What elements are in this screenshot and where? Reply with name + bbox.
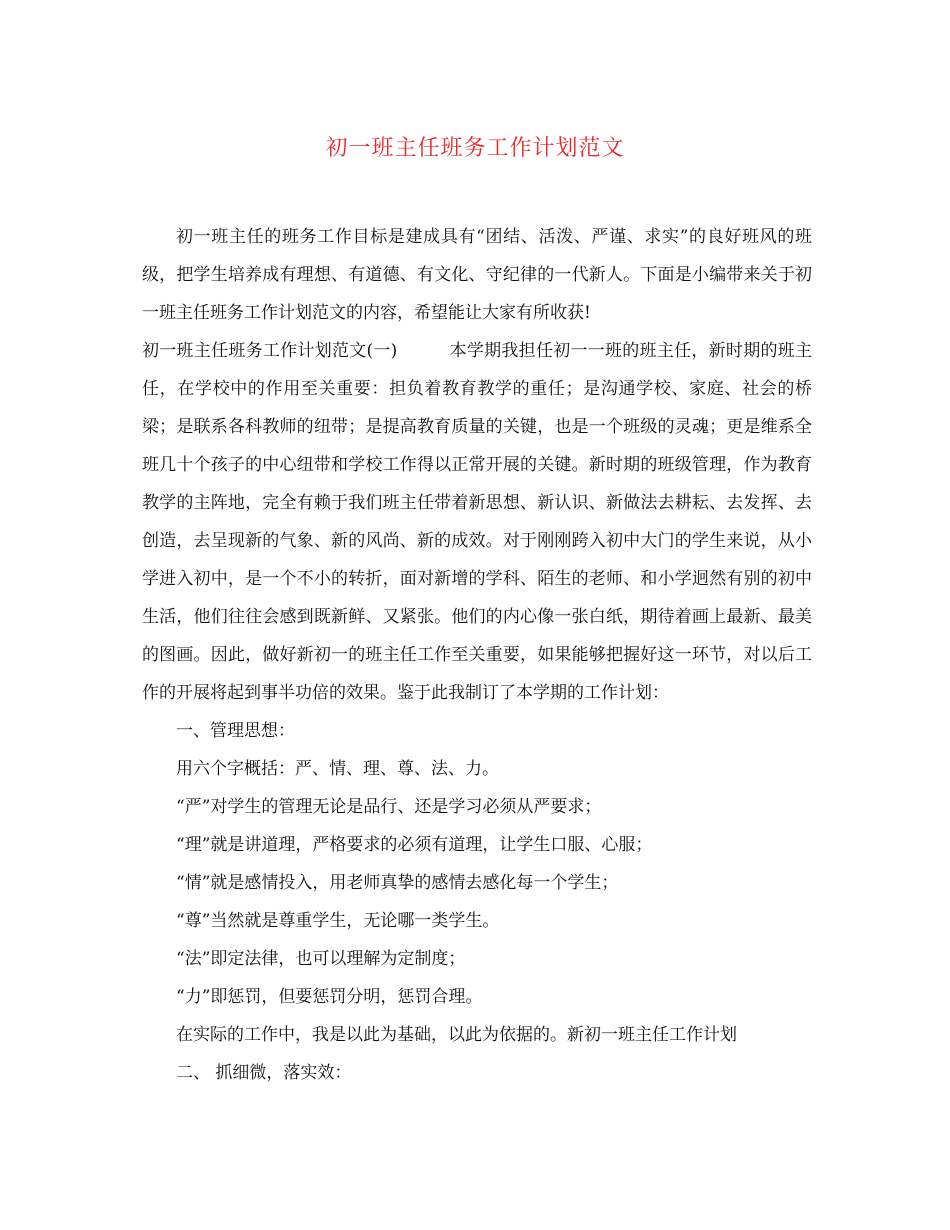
document-title: 初一班主任班务工作计划范文 (325, 136, 625, 161)
line-strict: “严”对学生的管理无论是品行、还是学习必须从严要求； (176, 797, 602, 817)
line-law: “法”即定法律，也可以理解为定制度； (176, 949, 466, 969)
line-six-words: 用六个字概括：严、情、理、尊、法、力。 (176, 759, 499, 779)
section-1-body: 本学期我担任初一一班的班主任，新时期的班主任，在学校中的作用至关重要：担负着教育教学的重任；是沟通学校、家庭、社会的桥梁；是联系各科教师的纽带；是提高教育质量的关键，也是一个班级的灵魂；更是维系全班几十个孩子的中心纽带和学校工作得以正常开展的关键。新时期的班级管理，作为教育教学的主阵地，完全有赖于我们班主任带着新思想、新认识、新做法去耕耘、去发挥、去创造，去呈现新的气象、新的风尚、新的成效。对于刚刚跨入初中大门的学生来说，从小学进入初中，是一个不小的转折，面对新增的学科、陌生的老师、和小学迥然有别的初中生活，他们往往会感到既新鲜、又紧张。他们的内心像一张白纸，期待着画上最新、最美的图画。因此，做好新初一的班主任工作至关重要，如果能够把握好这一环节，对以后工作的开展将起到事半功倍的效果。鉴于此我制订了本学期的工作计划： (142, 341, 813, 703)
section-1-paragraph (142, 332, 812, 712)
line-reason: “理”就是讲道理，严格要求的必须有道理，让学生口服、心服； (176, 835, 653, 855)
line-section-2-heading: 二、 抓细微，落实效： (176, 1063, 352, 1083)
intro-paragraph: 初一班主任的班务工作目标是建成具有“团结、活泼、严谨、求实”的良好班风的班级，把学生培养成有理想、有道德、有文化、守纪律的一代新人。下面是小编带来关于初一班主任班务工作计划范文的内容，希望能让大家有所收获! (142, 227, 812, 323)
line-force: “力”即惩罚，但要惩罚分明，惩罚合理。 (176, 987, 483, 1007)
line-practice: 在实际的工作中，我是以此为基础，以此为依据的。新初一班主任工作计划 (176, 1025, 737, 1045)
section-1-heading: 初一班主任班务工作计划范文(一) (142, 341, 398, 361)
line-respect: “尊”当然就是尊重学生，无论哪一类学生。 (176, 911, 500, 931)
line-management-heading: 一、管理思想： (176, 721, 295, 741)
line-emotion: “情”就是感情投入，用老师真挚的感情去感化每一个学生； (176, 873, 619, 893)
document-body (142, 218, 812, 1092)
